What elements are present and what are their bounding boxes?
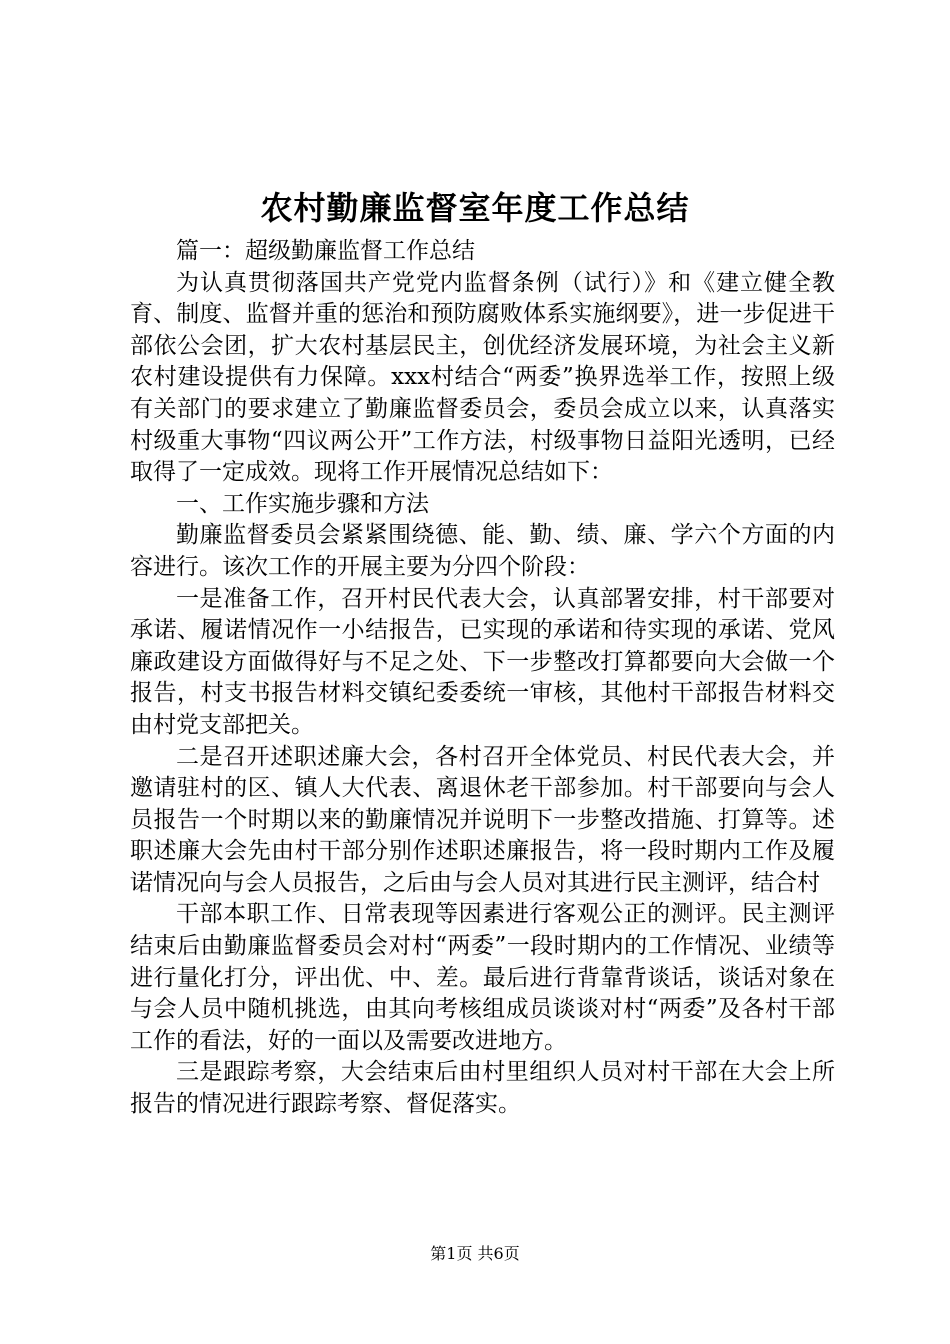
document-body: [130, 236, 835, 1121]
body-paragraph: 干部本职工作、日常表现等因素进行客观公正的测评。民主测评结束后由勤廉监督委员会对村“两委”一段时期内的工作情况、业绩等进行量化打分，评出优、中、差。最后进行背靠背谈话，谈话对象在与会人员中随机挑选，由其向考核组成员谈谈对村“两委”及各村干部工作的看法，好的一面以及需要改进地方。: [130, 901, 835, 1054]
subsection-heading: 一、工作实施步骤和方法: [176, 490, 429, 517]
document-title: 农村勤廉监督室年度工作总结: [260, 189, 690, 227]
page-number: 第1页 共6页: [430, 1244, 520, 1263]
body-paragraph: 一是准备工作，召开村民代表大会，认真部署安排，村干部要对承诺、履诺情况作一小结报告，已实现的承诺和待实现的承诺、党风廉政建设方面做得好与不足之处、下一步整改打算都要向大会做一个报告，村支书报告材料交镇纪委委统一审核，其他村干部报告材料交由村党支部把关。: [130, 585, 835, 738]
body-paragraph: 二是召开述职述廉大会，各村召开全体党员、村民代表大会，并邀请驻村的区、镇人大代表、离退休老干部参加。村干部要向与会人员报告一个时期以来的勤廉情况并说明下一步整改措施、打算等。述职述廉大会先由村干部分别作述职述廉报告，将一段时期内工作及履诺情况向与会人员报告，之后由与会人员对其进行民主测评，结合村: [130, 743, 835, 896]
section-heading: 篇一：超级勤廉监督工作总结: [176, 238, 475, 264]
body-paragraph: 为认真贯彻落国共产党党内监督条例（试行）》和《建立健全教育、制度、监督并重的惩治和预防腐败体系实施纲要》，进一步促进干部依公会团，扩大农村基层民主，创优经济发展环境，为社会主义新农村建设提供有力保障。xxx村结合“两委”换界选举工作，按照上级有关部门的要求建立了勤廉监督委员会，委员会成立以来，认真落实村级重大事物“四议两公开”工作方法，村级事物日益阳光透明，已经取得了一定成效。现将工作开展情况总结如下：: [130, 269, 835, 486]
body-paragraph: 勤廉监督委员会紧紧围绕德、能、勤、绩、廉、学六个方面的内容进行。该次工作的开展主要为分四个阶段：: [130, 522, 835, 580]
body-paragraph: 三是跟踪考察，大会结束后由村里组织人员对村干部在大会上所报告的情况进行跟踪考察、督促落实。: [130, 1059, 835, 1118]
